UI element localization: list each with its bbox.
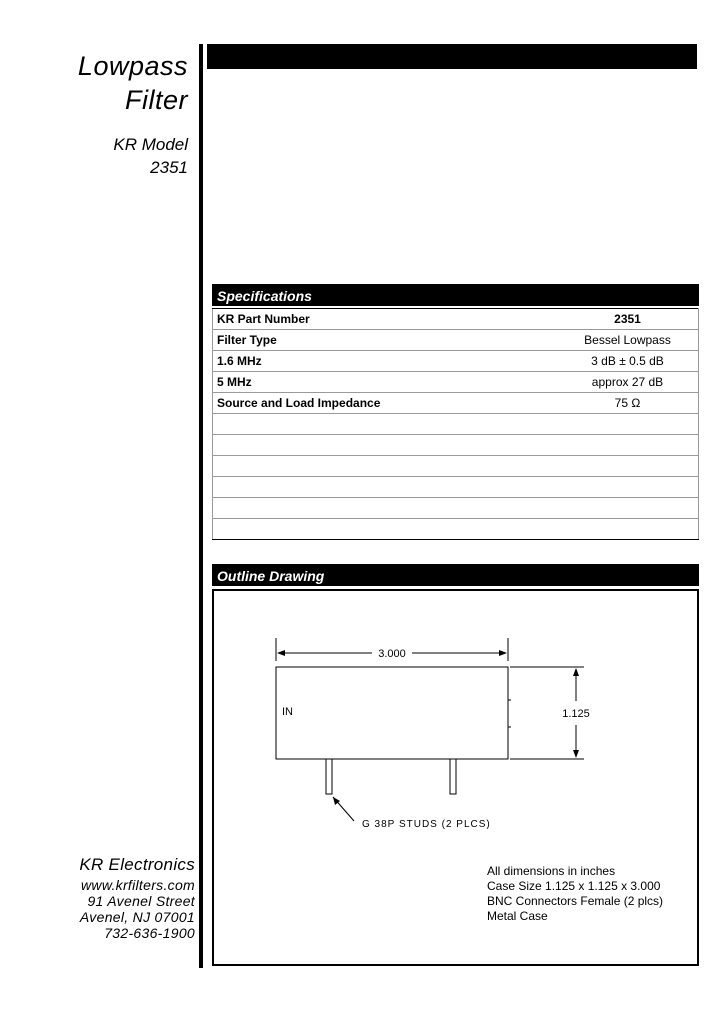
spec-value: approx 27 dB bbox=[481, 372, 699, 393]
spec-label: 5 MHz bbox=[213, 372, 482, 393]
website-link[interactable]: www.krfilters.com bbox=[81, 877, 195, 893]
spec-value bbox=[481, 456, 699, 477]
spec-value: 75 Ω bbox=[481, 393, 699, 414]
spec-label: KR Part Number bbox=[213, 309, 482, 330]
dim-arrow-left bbox=[277, 650, 285, 656]
note-line: BNC Connectors Female (2 plcs) bbox=[487, 894, 664, 908]
spec-value: 2351 bbox=[481, 309, 699, 330]
dim-arrow-right bbox=[499, 650, 507, 656]
specifications-heading: Specifications bbox=[212, 284, 699, 306]
outline-heading: Outline Drawing bbox=[212, 564, 699, 586]
note-line: Case Size 1.125 x 1.125 x 3.000 bbox=[487, 879, 661, 893]
company-name: KR Electronics bbox=[79, 855, 195, 874]
spec-label bbox=[213, 456, 482, 477]
dim-length-label: 3.000 bbox=[378, 648, 406, 660]
spec-row bbox=[213, 393, 699, 414]
spec-row bbox=[213, 519, 699, 540]
spec-label bbox=[213, 435, 482, 456]
model-number: 2351 bbox=[150, 158, 188, 177]
title-line-1: Lowpass bbox=[77, 51, 188, 81]
dim-height-label: 1.125 bbox=[562, 708, 590, 720]
port-label: IN bbox=[282, 706, 293, 718]
spec-label bbox=[213, 519, 482, 540]
city-address: Avenel, NJ 07001 bbox=[79, 909, 195, 925]
stud-left bbox=[326, 759, 332, 794]
spec-row bbox=[213, 330, 699, 351]
spec-row bbox=[213, 456, 699, 477]
stud-right bbox=[450, 759, 456, 794]
vertical-divider bbox=[199, 44, 203, 968]
spec-label: Filter Type bbox=[213, 330, 482, 351]
spec-value bbox=[481, 498, 699, 519]
case-body bbox=[276, 667, 508, 759]
spec-row bbox=[213, 414, 699, 435]
spec-value: 3 dB ± 0.5 dB bbox=[481, 351, 699, 372]
spec-label: Source and Load Impedance bbox=[213, 393, 482, 414]
spec-row bbox=[213, 351, 699, 372]
spec-row bbox=[213, 309, 699, 330]
spec-label: 1.6 MHz bbox=[213, 351, 482, 372]
spec-value: Bessel Lowpass bbox=[481, 330, 699, 351]
specifications-table bbox=[212, 308, 699, 540]
spec-value bbox=[481, 414, 699, 435]
spec-row bbox=[213, 372, 699, 393]
spec-row bbox=[213, 477, 699, 498]
spec-value bbox=[481, 477, 699, 498]
spec-label bbox=[213, 414, 482, 435]
spec-value bbox=[481, 519, 699, 540]
dim-arrow-bottom bbox=[573, 750, 579, 758]
model-label: KR Model bbox=[113, 135, 188, 154]
spec-label bbox=[213, 498, 482, 519]
callout-label: G 38P STUDS (2 PLCS) bbox=[362, 819, 491, 830]
spec-row bbox=[213, 435, 699, 456]
title-line-2: Filter bbox=[125, 85, 188, 115]
spec-row bbox=[213, 498, 699, 519]
header-bar bbox=[207, 44, 697, 69]
street-address: 91 Avenel Street bbox=[87, 893, 195, 909]
outline-notes bbox=[487, 864, 663, 924]
phone-number: 732-636-1900 bbox=[104, 925, 195, 941]
spec-label bbox=[213, 477, 482, 498]
spec-value bbox=[481, 435, 699, 456]
note-line: All dimensions in inches bbox=[487, 864, 616, 878]
dim-arrow-top bbox=[573, 668, 579, 676]
note-line: Metal Case bbox=[487, 909, 548, 923]
